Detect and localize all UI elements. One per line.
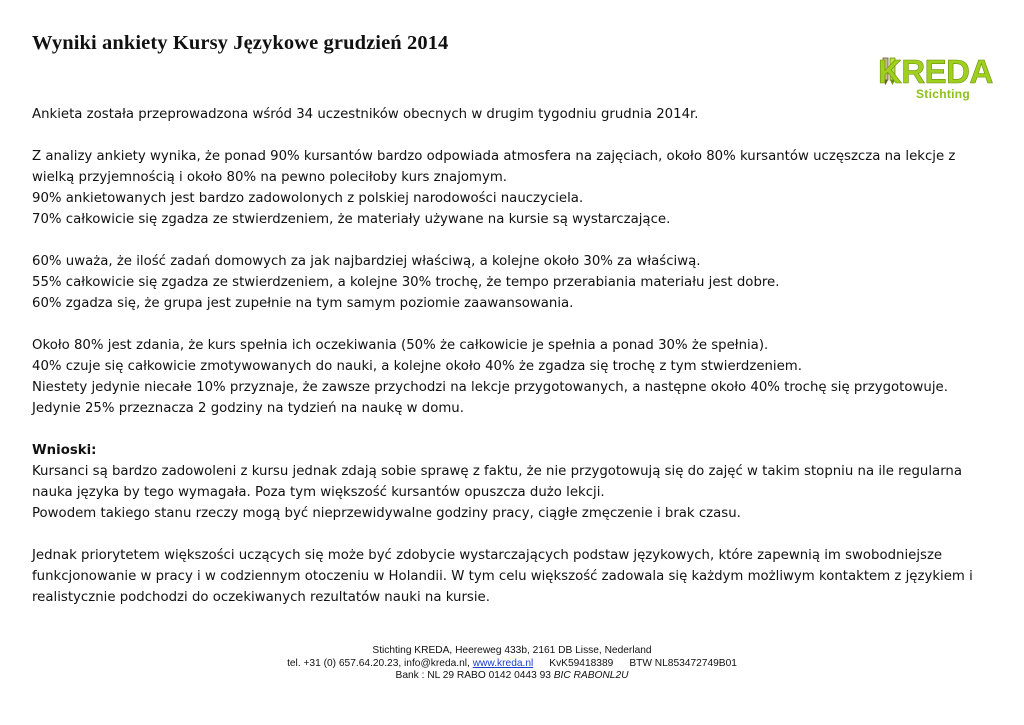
paragraph-line: Z analizy ankiety wynika, że ponad 90% kursantów bardzo odpowiada atmosfera na zajęciach, około 80% kursantów uczęszcza na lekcje z wielką przyjemnością i około 80% na pewno poleciłoby kurs znajomym. <box>32 149 956 185</box>
document-body <box>32 104 997 608</box>
footer-bank-account: Bank : NL 29 RABO 0142 0443 93 <box>395 670 554 681</box>
footer-bic: BIC RABONL2U <box>553 670 629 681</box>
paragraph-line: 90% ankietowanych jest bardzo zadowolonych z polskiej narodowości nauczyciela. <box>32 191 584 206</box>
paragraph-line: 60% uważa, że ilość zadań domowych za jak najbardziej właściwą, a kolejne około 30% za właściwą. <box>32 254 701 269</box>
paragraph-line: Niestety jedynie niecałe 10% przyznaje, że zawsze przychodzi na lekcje przygotowanych, a następne około 40% trochę się przygotowuje. <box>32 380 948 395</box>
conclusions-heading: Wnioski: <box>32 443 97 458</box>
paragraph-line: 55% całkowicie się zgadza ze stwierdzeniem, a kolejne 30% trochę, że tempo przerabiania materiału jest dobre. <box>32 275 780 290</box>
footer-contact <box>0 658 1024 671</box>
paragraph-line: 60% zgadza się, że grupa jest zupełnie na tym samym poziomie zaawansowania. <box>32 296 574 311</box>
footer-phone-email: tel. +31 (0) 657.64.20.23, info@kreda.nl, <box>287 657 473 669</box>
paragraph-line: 70% całkowicie się zgadza ze stwierdzeniem, że materiały używane na kursie są wystarczające. <box>32 212 671 227</box>
paragraph-line: Kursanci są bardzo zadowoleni z kursu jednak zdają sobie sprawę z faktu, że nie przygotowują się do zajęć w takim stopniu na ile regularna nauka języka by tego wymagała. Poza tym większość kursantów opuszcza dużo lekcji. <box>32 464 963 500</box>
document-footer <box>0 645 1024 683</box>
intro-paragraph: Ankieta została przeprowadzona wśród 34 uczestników obecnych w drugim tygodniu grudnia 2014r. <box>32 107 699 122</box>
final-paragraph: Jednak priorytetem większości uczących się może być zdobycie wystarczających podstaw językowych, które zapewnią im swobodniejsze funkcjonowanie w pracy i w codziennym otoczeniu w Holandii. W tym celu większość zadowala się każdym możliwym kontaktem z językiem i realistycznie podchodzi do oczekiwanych rezultatów nauki na kursie. <box>32 548 973 605</box>
paragraph-line: Około 80% jest zdania, że kurs spełnia ich oczekiwania (50% że całkowicie je spełnia a ponad 30% że spełnia). <box>32 338 769 353</box>
footer-bank <box>0 670 1024 683</box>
kreda-logo <box>878 54 996 104</box>
logo-sub-text: Stichting <box>916 87 971 101</box>
paragraph-line: Powodem takiego stanu rzeczy mogą być nieprzewidywalne godziny pracy, ciągłe zmęczenie i brak czasu. <box>32 506 741 521</box>
footer-btw: BTW NL853472749B01 <box>629 657 737 669</box>
footer-kvk: KvK59418389 <box>549 657 614 669</box>
paragraph-line: 40% czuje się całkowicie zmotywowanych do nauki, a kolejne około 40% że zgadza się trochę z tym stwierdzeniem. <box>32 359 802 374</box>
website-link[interactable]: www.kreda.nl <box>472 657 534 669</box>
footer-address: Stichting KREDA, Heereweg 433b, 2161 DB Lisse, Nederland <box>372 645 652 656</box>
paragraph-line: Jedynie 25% przeznacza 2 godziny na tydzień na naukę w domu. <box>32 401 464 416</box>
document-title: Wyniki ankiety Kursy Językowe grudzień 2014 <box>32 32 449 54</box>
logo-brand-text: KREDA <box>878 53 993 90</box>
